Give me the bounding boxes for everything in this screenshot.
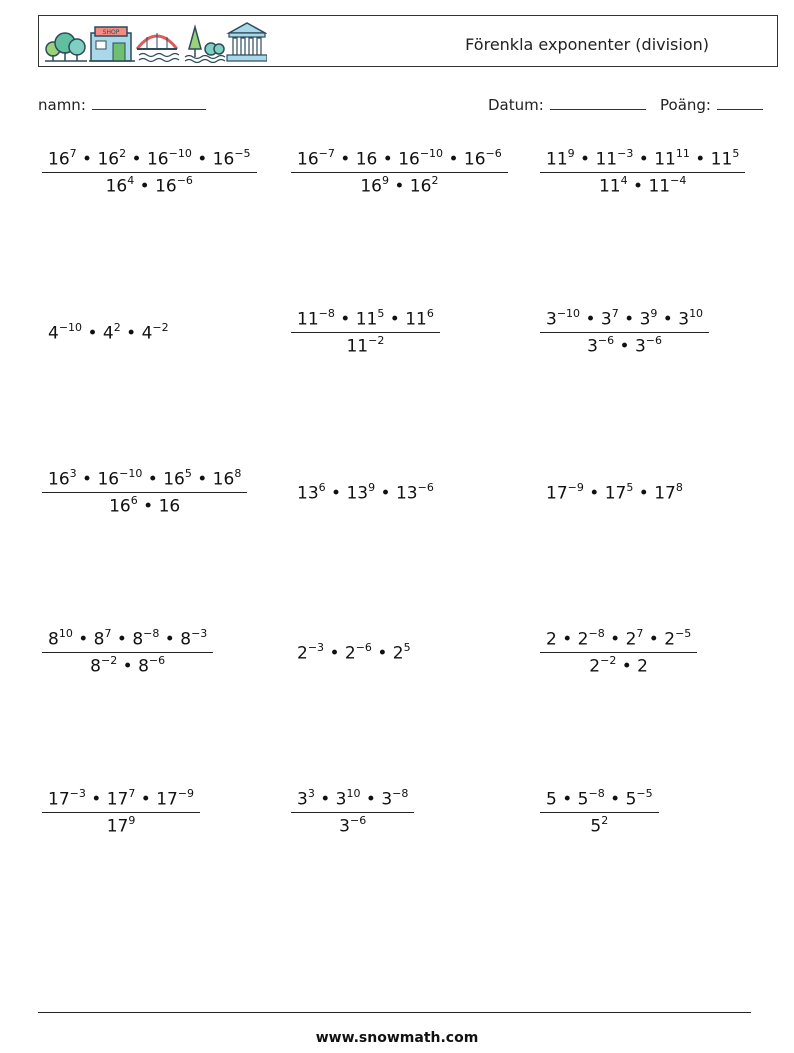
power-exponent: −5 (636, 787, 653, 800)
denominator: $3^{-6}$ • $3^{-6}$ (587, 333, 662, 357)
power-exponent: −6 (350, 813, 367, 827)
denominator: $16^9$ • $16^2$ (360, 173, 439, 197)
power-base: 11 (355, 309, 378, 330)
power-base: 2 (546, 629, 557, 650)
power-base: 16 (398, 149, 420, 170)
power-exponent: −6 (176, 173, 193, 187)
power-base: 8 (90, 656, 101, 677)
power-base: 8 (180, 629, 192, 650)
numerator: 5 • $5^{-8}$ • $5^{-5}$ (540, 788, 659, 813)
power-exponent: 9 (128, 813, 136, 827)
power-exponent: 5 (626, 481, 634, 494)
power-exponent: 6 (318, 481, 326, 494)
power-exponent: −2 (152, 321, 169, 334)
power-exponent: 7 (104, 627, 112, 640)
power-exponent: 10 (346, 787, 361, 800)
power-exponent: 5 (732, 147, 740, 160)
power-exponent: 2 (601, 813, 609, 827)
power-base: 4 (102, 323, 114, 344)
power-base: 2 (344, 643, 356, 664)
power-base: 16 (409, 176, 432, 197)
name-label: namn: (38, 96, 86, 114)
power-base: 3 (546, 309, 557, 330)
power-base: 16 (97, 149, 120, 170)
power-base: 16 (297, 149, 319, 170)
svg-text:SHOP: SHOP (102, 29, 120, 36)
denominator (42, 813, 200, 837)
power-exponent: −3 (307, 641, 325, 654)
power-exponent: 5 (184, 467, 192, 480)
power-exponent: −6 (597, 333, 615, 347)
power-base: 13 (395, 483, 418, 504)
power-base: 5 (577, 789, 589, 810)
fraction (42, 468, 247, 516)
power-exponent: 7 (69, 147, 77, 160)
power-base: 3 (297, 789, 308, 810)
city-buildings-logo (43, 19, 267, 63)
power-exponent: −2 (368, 333, 385, 347)
power-exponent: −8 (143, 627, 160, 640)
numerator: $17^{-3}$ • $17^7$ • $17^{-9}$ (42, 788, 200, 813)
power-base: 3 (634, 336, 646, 357)
power-exponent: 8 (675, 481, 683, 494)
power-exponent: −6 (417, 481, 434, 494)
bridge-icon (137, 33, 179, 62)
power-exponent: −10 (168, 147, 192, 160)
problem-10 (42, 628, 213, 676)
numerator: $3^{-10}$ • $3^7$ • $3^9$ • $3^{10}$ (540, 308, 709, 333)
power-base: 3 (587, 336, 598, 357)
power-base: 16 (163, 469, 185, 490)
power-exponent: 10 (689, 307, 704, 320)
numerator: $11^{-8}$ • $11^5$ • $11^6$ (291, 308, 440, 333)
power-base: 17 (546, 483, 568, 504)
date-label: Datum: (488, 96, 544, 114)
power-base: 16 (155, 176, 177, 197)
shop-icon (89, 27, 135, 61)
power-exponent: −6 (355, 641, 372, 654)
problem-7 (42, 468, 247, 516)
power-base: 16 (355, 149, 378, 170)
numerator: $3^3$ • $3^{10}$ • $3^{-8}$ (291, 788, 414, 813)
power-exponent: −9 (177, 787, 195, 800)
numerator: $16^7$ • $16^2$ • $16^{-10}$ • $16^{-5}$ (42, 148, 257, 173)
footer-url: www.snowmath.com (315, 1030, 479, 1046)
worksheet-title: Förenkla exponenter (division) (465, 35, 709, 54)
power-base: 16 (48, 469, 70, 490)
power-base: 11 (654, 149, 676, 170)
power-base: 16 (97, 469, 120, 490)
power-base: 11 (648, 176, 671, 197)
power-exponent: 7 (636, 627, 644, 640)
denominator (540, 813, 659, 837)
fraction (540, 148, 745, 196)
power-base: 11 (595, 149, 618, 170)
fraction (291, 788, 414, 836)
power-base: 17 (654, 483, 676, 504)
power-exponent: 3 (307, 787, 315, 800)
power-base: 2 (625, 629, 637, 650)
power-base: 2 (637, 656, 648, 677)
power-base: 8 (138, 656, 149, 677)
header-box (38, 15, 778, 67)
power-exponent: −10 (556, 307, 581, 320)
power-exponent: −10 (119, 467, 143, 480)
power-exponent: −9 (567, 481, 584, 494)
power-base: 8 (48, 629, 59, 650)
fraction (540, 628, 697, 676)
numerator: $11^9$ • $11^{-3}$ • $11^{11}$ • $11^5$ (540, 148, 745, 173)
power-base: 13 (297, 483, 319, 504)
power-exponent: 5 (377, 307, 385, 320)
power-base: 16 (158, 496, 181, 517)
score-line (717, 95, 763, 110)
power-base: 3 (639, 309, 651, 330)
power-base: 16 (463, 149, 486, 170)
denominator (291, 333, 440, 357)
power-base: 2 (577, 629, 589, 650)
problem-14 (291, 788, 414, 836)
power-exponent: −3 (617, 147, 634, 160)
date-field (488, 95, 646, 114)
power-base: 11 (598, 176, 621, 197)
power-exponent: 2 (113, 321, 121, 334)
problem-5 (291, 308, 440, 356)
power-base: 11 (405, 309, 427, 330)
power-exponent: 7 (611, 307, 619, 320)
power-base: 16 (360, 176, 382, 197)
power-exponent: −2 (101, 653, 118, 667)
power-exponent: 11 (675, 147, 690, 160)
power-exponent: −8 (392, 787, 409, 800)
fraction (540, 308, 709, 356)
power-base: 17 (106, 816, 129, 837)
power-base: 5 (546, 789, 557, 810)
denominator: $8^{-2}$ • $8^{-6}$ (90, 653, 166, 677)
power-exponent: −8 (318, 307, 335, 320)
power-base: 8 (93, 629, 105, 650)
power-exponent: −10 (58, 321, 83, 334)
fraction (291, 308, 440, 356)
problem-3 (540, 148, 745, 196)
power-base: 16 (212, 149, 235, 170)
power-base: 5 (590, 816, 602, 837)
numerator: $8^{10}$ • $8^7$ • $8^{-8}$ • $8^{-3}$ (42, 628, 213, 653)
problem-13 (42, 788, 200, 836)
power-base: 8 (132, 629, 144, 650)
power-base: 3 (600, 309, 612, 330)
problem-12 (540, 628, 697, 676)
power-base: 17 (106, 789, 129, 810)
power-base: 17 (48, 789, 70, 810)
denominator: $16^4$ • $16^{-6}$ (105, 173, 193, 197)
power-exponent: 10 (58, 627, 73, 640)
numerator: 2 • $2^{-8}$ • $2^7$ • $2^{-5}$ (540, 628, 697, 653)
power-exponent: 8 (234, 467, 242, 480)
power-exponent: −3 (69, 787, 86, 800)
power-base: 16 (105, 176, 128, 197)
power-base: 4 (141, 323, 153, 344)
power-base: 11 (346, 336, 369, 357)
power-exponent: 6 (426, 307, 434, 320)
power-exponent: −2 (600, 653, 617, 667)
footer-divider (38, 1012, 751, 1013)
power-exponent: −5 (675, 627, 692, 640)
denominator: $16^6$ • 16 (109, 493, 181, 517)
power-base: 3 (381, 789, 393, 810)
numerator: $16^3$ • $16^{-10}$ • $16^5$ • $16^8$ (42, 468, 247, 493)
power-base: 3 (339, 816, 350, 837)
power-exponent: 9 (381, 173, 389, 187)
problem-11: $2^{-3}$ • $2^{-6}$ • $2^5$ (297, 641, 411, 664)
power-base: 4 (48, 323, 59, 344)
problem-1 (42, 148, 257, 196)
power-base: 17 (604, 483, 627, 504)
power-exponent: −6 (485, 147, 502, 160)
power-base: 2 (297, 643, 308, 664)
power-exponent: −4 (670, 173, 687, 187)
power-exponent: 2 (119, 147, 127, 160)
name-line (92, 95, 206, 110)
power-exponent: 4 (620, 173, 628, 187)
problem-6 (540, 308, 709, 356)
name-field (38, 95, 206, 114)
power-exponent: 9 (368, 481, 376, 494)
power-exponent: −7 (318, 147, 335, 160)
power-base: 11 (710, 149, 733, 170)
power-base: 2 (664, 629, 676, 650)
power-base: 16 (48, 149, 70, 170)
park-icon (185, 27, 225, 63)
numerator: $16^{-7}$ • 16 • $16^{-10}$ • $16^{-6}$ (291, 148, 508, 173)
power-exponent: 5 (403, 641, 411, 654)
trees-icon (45, 33, 87, 61)
denominator (291, 813, 414, 837)
score-label: Poäng: (660, 96, 711, 114)
power-exponent: 9 (650, 307, 658, 320)
power-exponent: 3 (69, 467, 77, 480)
power-exponent: −10 (419, 147, 444, 160)
problem-2 (291, 148, 508, 196)
fraction (540, 788, 659, 836)
power-exponent: 7 (128, 787, 136, 800)
power-base: 5 (625, 789, 637, 810)
power-base: 3 (678, 309, 690, 330)
power-base: 16 (146, 149, 169, 170)
fraction (42, 628, 213, 676)
problem-9: $17^{-9}$ • $17^5$ • $17^8$ (546, 481, 683, 504)
power-base: 11 (546, 149, 568, 170)
power-exponent: −3 (191, 627, 208, 640)
problem-15 (540, 788, 659, 836)
power-base: 16 (109, 496, 131, 517)
denominator: $11^4$ • $11^{-4}$ (598, 173, 687, 197)
power-base: 13 (346, 483, 369, 504)
power-exponent: −6 (148, 653, 166, 667)
power-base: 3 (335, 789, 347, 810)
power-base: 17 (156, 789, 178, 810)
power-exponent: 6 (130, 493, 138, 507)
power-exponent: −6 (645, 333, 662, 347)
power-exponent: −8 (588, 787, 605, 800)
fraction (42, 788, 200, 836)
museum-icon (227, 23, 267, 61)
problem-8: $13^6$ • $13^9$ • $13^{-6}$ (297, 481, 434, 504)
fraction (42, 148, 257, 196)
date-line (550, 95, 646, 110)
power-exponent: −8 (588, 627, 605, 640)
power-exponent: 4 (127, 173, 135, 187)
power-base: 2 (392, 643, 404, 664)
denominator: $2^{-2}$ • 2 (589, 653, 648, 677)
power-base: 16 (212, 469, 235, 490)
problem-4: $4^{-10}$ • $4^2$ • $4^{-2}$ (48, 321, 169, 344)
score-field (660, 95, 763, 114)
power-base: 2 (589, 656, 601, 677)
power-exponent: −5 (234, 147, 251, 160)
power-exponent: 9 (567, 147, 575, 160)
power-base: 11 (297, 309, 319, 330)
fraction (291, 148, 508, 196)
power-exponent: 2 (431, 173, 439, 187)
